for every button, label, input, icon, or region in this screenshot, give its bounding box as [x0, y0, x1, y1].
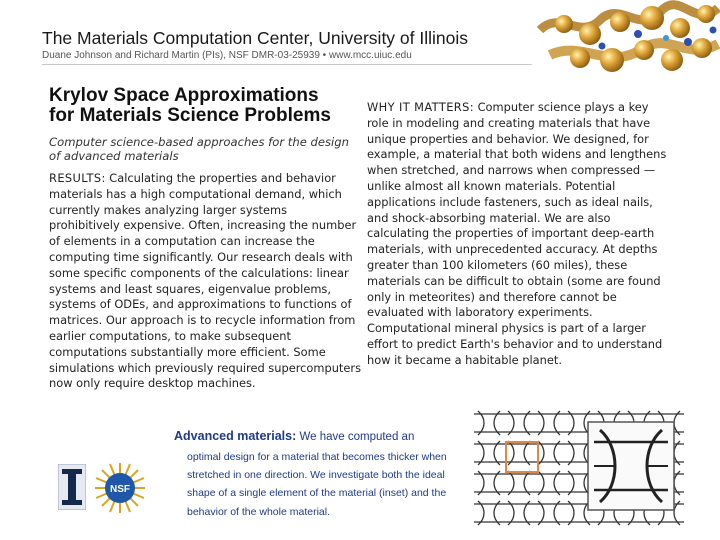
advanced-materials-label: Advanced materials:: [174, 429, 297, 443]
results-text: Calculating the properties and behavior materials has a high computational demand, which currently makes analyzing larger systems prohibitively expensive. Often, increasing the number of elements in a computation can increase the computing time significantly. Our research deals with some specific components of the calculations: linear systems and least squares, eigenvalue problems, systems of ODEs, and approximations to functions of matrices. Our approach is to recycle information from earlier computations, to make subsequent computations substantially more efficient. Some simulations which previously required supercomputers now only require desktop machines.: [49, 171, 362, 391]
page-title-line2: for Materials Science Problems: [49, 105, 331, 126]
inset-unit-cell: [588, 422, 674, 510]
molecule-graphic: [520, 0, 720, 80]
page-title-line1: Krylov Space Approximations: [49, 85, 319, 106]
figure-caption: optimal design for a material that becomes thicker when stretched in one direction. We investigate both the ideal shape of a single element of the material (inset) and the behavior of the whole material.: [187, 451, 447, 518]
subheading: Computer science-based approaches for the design of advanced materials: [49, 135, 349, 163]
header-title: The Materials Computation Center, University of Illinois: [42, 28, 469, 48]
results-label: RESULTS:: [49, 171, 106, 185]
material-lattice-figure: [470, 402, 692, 534]
header-subtitle: Duane Johnson and Richard Martin (PIs), NSF DMR-03-25939 • www.mcc.uiuc.edu: [42, 50, 412, 61]
why-label: WHY IT MATTERS:: [367, 100, 474, 114]
figure-caption-lead: [174, 429, 474, 443]
uiuc-logo-icon: [58, 464, 86, 510]
results-paragraph: [49, 171, 361, 392]
why-it-matters-paragraph: [367, 100, 672, 369]
nsf-logo-icon: [94, 462, 146, 514]
nsf-logo-text: NSF: [110, 484, 130, 495]
why-text: Computer science plays a key role in modeling and creating materials that have unique properties and behavior. We designed, for example, a material that both widens and lengthens when stretched, and narrows when compressed — unlike almost all known materials. Potential applications include fasteners, such as ideal nails, and shock-absorbing material. We are also calculating the properties of important deep-earth materials, with unprecedented accuracy. At depths greater than 100 kilometers (60 miles), these materials can be difficult to obtain (some are found only in meteorites) and therefore cannot be evaluated with laboratory experiments. Computational mineral physics is part of a larger effort to predict Earth's behavior and to understand how it became a habitable planet.: [367, 100, 667, 367]
advanced-materials-lead: We have computed an: [296, 431, 415, 443]
header-divider: [42, 64, 532, 65]
page-title: [49, 86, 359, 126]
